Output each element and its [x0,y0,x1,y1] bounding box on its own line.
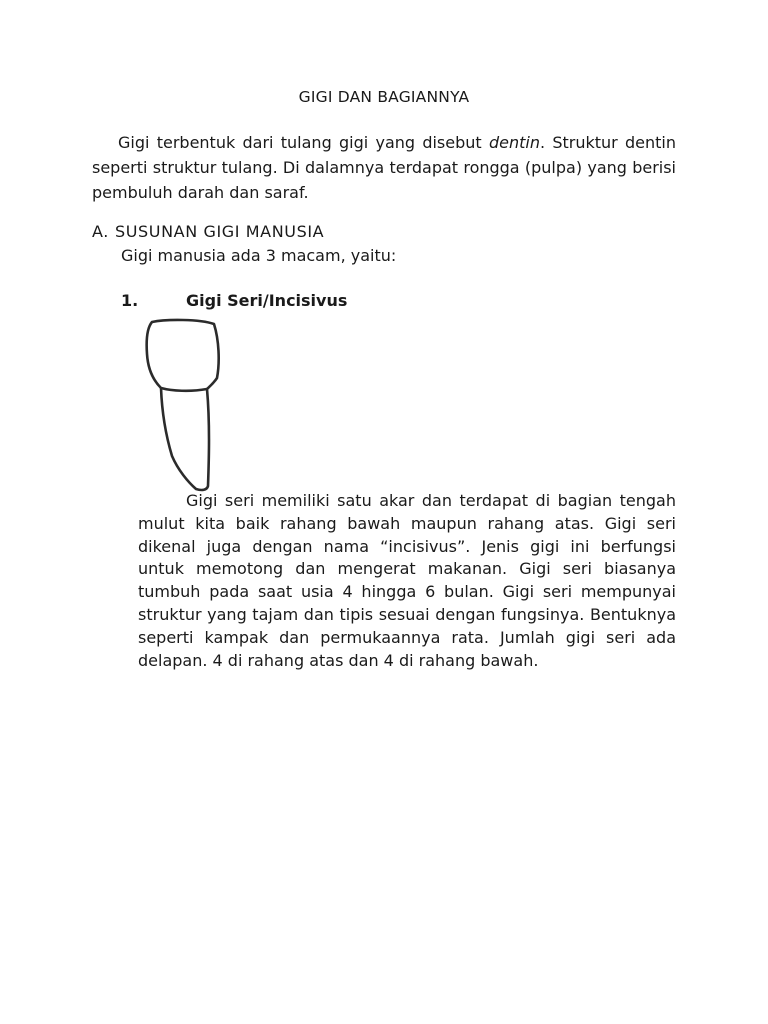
page-title: GIGI DAN BAGIANNYA [298,88,470,106]
incisor-tooth-icon [140,318,226,494]
item-1-number: 1. [121,291,139,310]
section-a-subtext: Gigi manusia ada 3 macam, yaitu: [121,246,397,265]
tooth-crown-outline [147,320,219,391]
item-1-title: Gigi Seri/Incisivus [186,291,348,310]
intro-text-start: Gigi terbentuk dari tulang gigi yang disebut [118,133,489,152]
intro-paragraph [92,130,676,205]
intro-text-end: . Struktur dentin seperti struktur tulang. Di dalamnya terdapat rongga (pulpa) yang berisi pembuluh darah dan saraf. [92,133,676,202]
section-a-title: SUSUNAN GIGI MANUSIA [114,222,325,241]
section-a-heading [92,222,324,241]
section-a-letter: A. [92,222,109,241]
item-1-paragraph: Gigi seri memiliki satu akar dan terdapat di bagian tengah mulut kita baik rahang bawah maupun rahang atas. Gigi seri dikenal juga dengan nama “incisivus”. Jenis gigi ini berfungsi untuk memotong dan mengerat makanan. Gigi seri biasanya tumbuh pada saat usia 4 hingga 6 bulan. Gigi seri mempunyai struktur yang tajam dan tipis sesuai dengan fungsinya. Bentuknya seperti kampak dan permukaannya rata. Jumlah gigi seri ada delapan. 4 di rahang atas dan 4 di rahang bawah. [138,491,676,670]
intro-italic-term: dentin [488,133,540,152]
tooth-root-outline [161,388,209,490]
item-1-heading [121,291,347,310]
